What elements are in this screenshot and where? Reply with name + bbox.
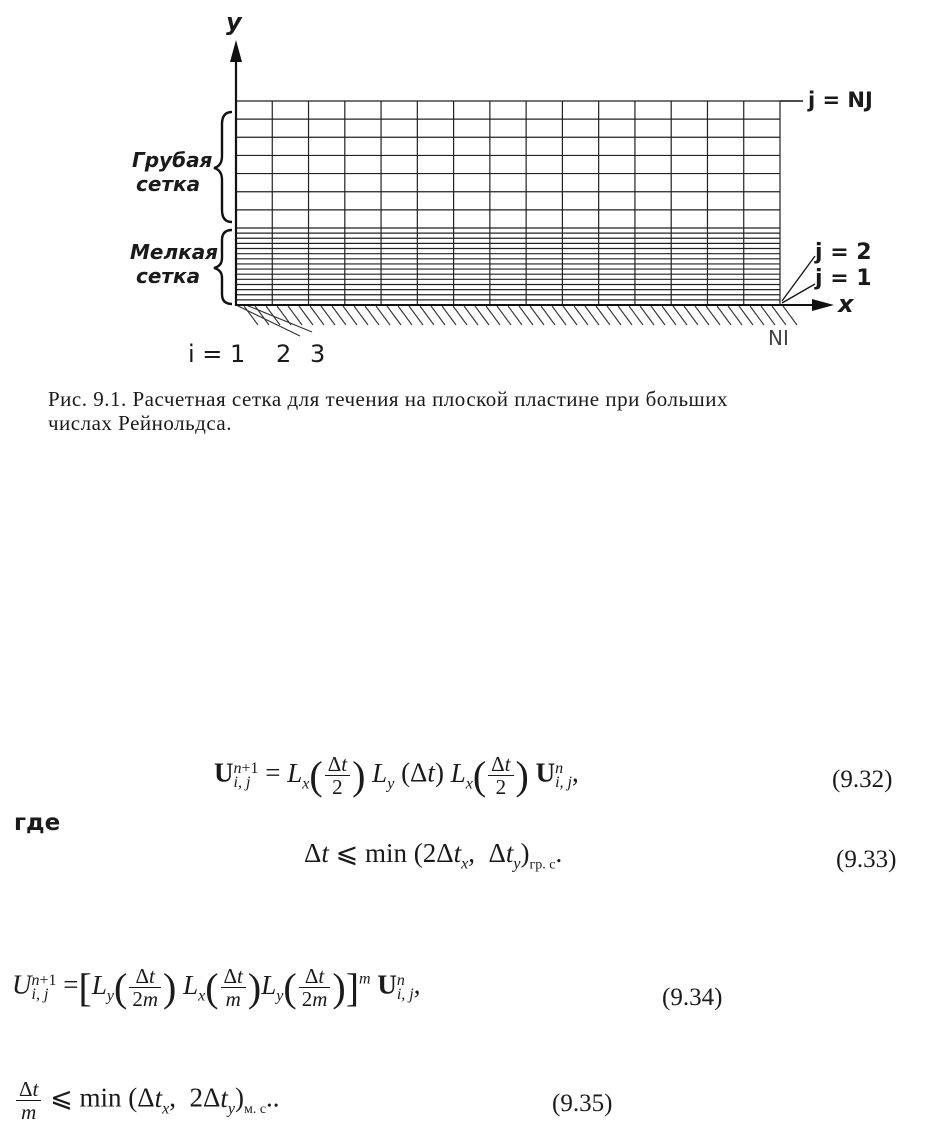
hatch-mark xyxy=(365,306,379,325)
hatch-mark xyxy=(442,306,456,325)
hatch-mark xyxy=(640,306,654,325)
hatch-mark xyxy=(728,306,742,325)
hatch-mark xyxy=(783,306,797,325)
hatch-mark xyxy=(409,306,423,325)
hatch-mark xyxy=(376,306,390,325)
hatch-mark xyxy=(772,306,786,325)
hatch-mark xyxy=(563,306,577,325)
ni-label: NI xyxy=(768,326,789,350)
hatch-mark xyxy=(607,306,621,325)
hatch-mark xyxy=(530,306,544,325)
equation-number-9-32: (9.32) xyxy=(832,766,893,793)
nj-label: j = NJ xyxy=(808,88,873,112)
hatch-mark xyxy=(475,306,489,325)
hatch-mark xyxy=(596,306,610,325)
hatch-mark xyxy=(585,306,599,325)
figure-caption-line2: числах Рейнольдса. xyxy=(48,411,232,435)
hatch-mark xyxy=(453,306,467,325)
hatch-mark xyxy=(662,306,676,325)
hatch-mark xyxy=(321,306,335,325)
fine-label-line1: Мелкая xyxy=(130,240,219,264)
coarse-brace xyxy=(214,112,232,222)
equation-number-9-35: (9.35) xyxy=(552,1090,613,1117)
j2-label: j = 2 xyxy=(815,240,872,265)
j1-label: j = 1 xyxy=(815,266,872,291)
wall-hatching xyxy=(236,305,797,336)
equation-9-34: Un+1 i, $j =[L_y$( $\frac{\Delta t}{2m}$ ) $L_x$( $\frac{\Delta t}{m}$ )$L_y$( $\frac{\Delta t}{2m}$ )]$^m$ Un i, j, xyxy=(12,964,421,1011)
hatch-mark xyxy=(398,306,412,325)
hatch-mark xyxy=(750,306,764,325)
equation-9-32: Un+1 i, $j = L_x$( $\frac{\Delta t}{2}$ ) $L_y$ (Δt) $L_x$( $\frac{\Delta t}{2}$ ) Un i, j, xyxy=(214,752,579,799)
hatch-mark xyxy=(486,306,500,325)
hatch-mark xyxy=(629,306,643,325)
hatch-mark xyxy=(497,306,511,325)
hatch-mark xyxy=(431,306,445,325)
hatch-mark xyxy=(618,306,632,325)
hatch-mark xyxy=(552,306,566,325)
hatch-mark xyxy=(464,306,478,325)
hatch-mark xyxy=(332,306,346,325)
hatch-mark xyxy=(695,306,709,325)
figure-caption-line1: Рис. 9.1. Расчетная сетка для течения на плоской пластине при больших xyxy=(48,387,728,411)
y-axis-label: y xyxy=(226,8,242,36)
hatch-mark xyxy=(574,306,588,325)
hatch-mark xyxy=(508,306,522,325)
equation-number-9-34: (9.34) xyxy=(662,984,723,1011)
hatch-mark xyxy=(343,306,357,325)
hatch-mark xyxy=(684,306,698,325)
hatch-mark xyxy=(541,306,555,325)
hatch-mark xyxy=(673,306,687,325)
y-axis-arrow xyxy=(230,40,242,62)
equation-9-33: Δt ⩽ $\min (2\Delta t_x$, $\Delta t_y)_{гр. с}$. xyxy=(304,838,563,873)
x-axis-label: x xyxy=(838,290,854,318)
hatch-mark xyxy=(761,306,775,325)
hatch-mark xyxy=(354,306,368,325)
x-axis-arrow xyxy=(812,299,834,311)
hatch-mark xyxy=(420,306,434,325)
coarse-label-line1: Грубая xyxy=(132,148,213,172)
hatch-mark xyxy=(310,306,324,325)
hatch-mark xyxy=(299,306,313,325)
fine-label-line2: сетка xyxy=(136,264,201,288)
hatch-mark xyxy=(288,306,302,325)
i2-label: 2 xyxy=(276,340,292,368)
hatch-mark xyxy=(739,306,753,325)
hatch-mark xyxy=(651,306,665,325)
i3-label: 3 xyxy=(310,340,326,368)
hatch-mark xyxy=(519,306,533,325)
hatch-mark xyxy=(387,306,401,325)
hatch-mark xyxy=(717,306,731,325)
i1-label: i = 1 xyxy=(188,340,246,368)
hatch-mark xyxy=(706,306,720,325)
grid-lines xyxy=(236,101,780,305)
equation-number-9-33: (9.33) xyxy=(836,846,897,873)
equation-9-35: $\frac{\Delta t}{m}$ ⩽ $\min (\Delta t_x$, $2\Delta t_y)_{м. с}$.. xyxy=(14,1078,280,1123)
where-word: где xyxy=(14,810,61,836)
coarse-label-line2: сетка xyxy=(136,172,201,196)
